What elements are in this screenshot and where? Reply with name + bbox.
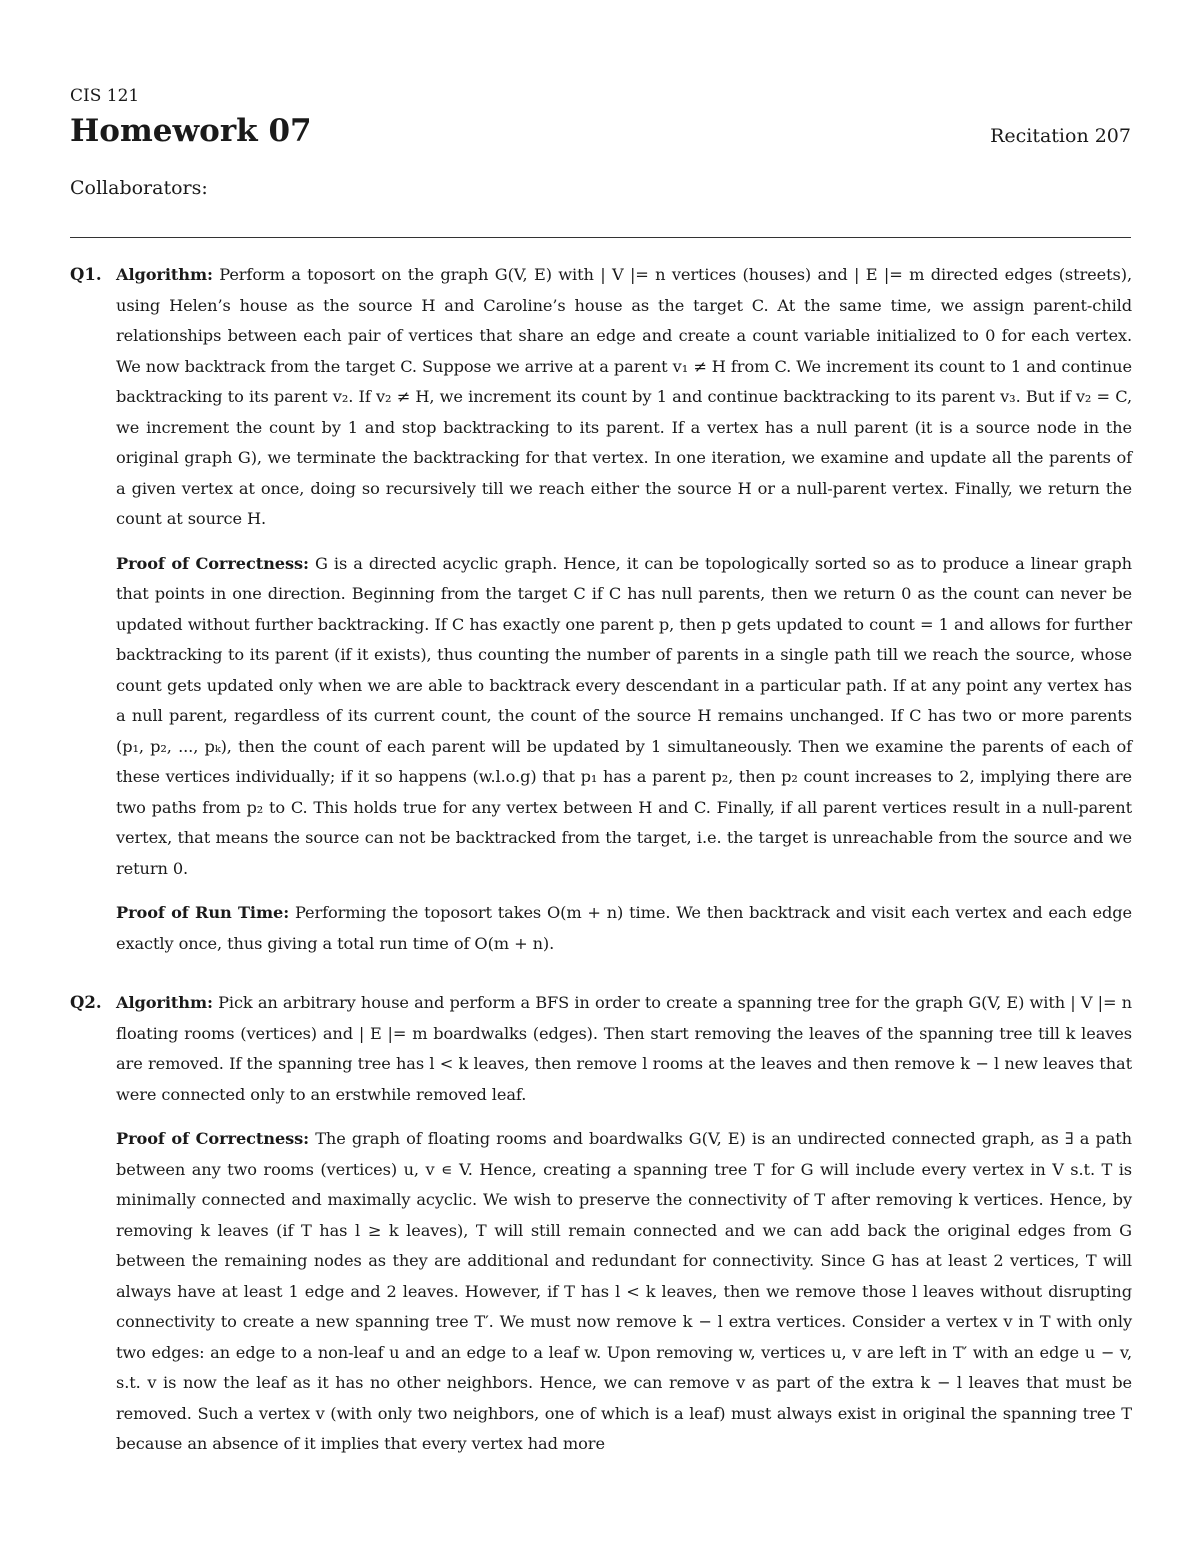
question-label: Q1. xyxy=(70,265,102,284)
recitation-label: Recitation 207 xyxy=(990,125,1131,147)
question-body xyxy=(116,988,1132,1460)
runtime-paragraph xyxy=(116,898,1132,959)
algorithm-paragraph xyxy=(116,260,1132,535)
paragraph-heading: Proof of Correctness: xyxy=(116,553,309,573)
paragraph-heading: Algorithm: xyxy=(116,993,213,1012)
paragraph-heading: Proof of Correctness: xyxy=(116,1129,310,1148)
paragraph-heading: Proof of Run Time: xyxy=(116,903,290,922)
paragraph-text: Perform a toposort on the graph G(V, E) with | V |= n vertices (houses) and | E |= m directed edges (streets), using Helen’s house as the source H and Caroline’s house as the target C. At the same time, we assign parent-child relationships between each pair of vertices that share an edge and create a count variable initialized to 0 for each vertex. We now backtrack from the target C. Suppose we arrive at a parent v₁ ≠ H from C. We increment its count to 1 and continue backtracking to its parent v₂. If v₂ ≠ H, we increment its count by 1 and continue backtracking to its parent v₃. But if v₂ = C, we increment the count by 1 and stop backtracking to its parent. If a vertex has a null parent (it is a source node in the original graph G), we terminate the backtracking for that vertex. In one iteration, we examine and update all the parents of a given vertex at once, doing so recursively till we reach either the source H or a null-parent vertex. Finally, we return the count at source H. xyxy=(116,265,1133,528)
header-divider xyxy=(70,237,1131,238)
course-code: CIS 121 xyxy=(70,86,140,106)
correctness-paragraph xyxy=(116,1124,1132,1460)
paragraph-text: Pick an arbitrary house and perform a BFS in order to create a spanning tree for the graph G(V, E) with | V |= n floating rooms (vertices) and | E |= m boardwalks (edges). Then start removing the leaves of the spanning tree till k leaves are removed. If the spanning tree has l < k leaves, then remove l rooms at the leaves and then remove k − l new leaves that were connected only to an erstwhile removed leaf. xyxy=(116,993,1132,1104)
question-body xyxy=(116,260,1132,959)
paragraph-text: Performing the toposort takes O(m + n) time. We then backtrack and visit each vertex and each edge exactly once, thus giving a total run time of O(m + n). xyxy=(116,903,1133,953)
question-2 xyxy=(70,988,1132,1474)
title-row xyxy=(70,113,1131,157)
question-label: Q2. xyxy=(70,993,102,1012)
collaborators-label: Collaborators: xyxy=(70,177,208,199)
paragraph-text: The graph of floating rooms and boardwalks G(V, E) is an undirected connected graph, as ∃ a path between any two rooms (vertices) u, v ∊ V. Hence, creating a spanning tree T for G will include every vertex in V s.t. T is minimally connected and maximally acyclic. We wish to preserve the connectivity of T after removing k vertices. Hence, by removing k leaves (if T has l ≥ k leaves), T will still remain connected and we can add back the original edges from G between the remaining nodes as they are additional and redundant for connectivity. Since G has at least 2 vertices, T will always have at least 1 edge and 2 leaves. However, if T has l < k leaves, then we remove those l leaves without disrupting connectivity to create a new spanning tree T′. We must now remove k − l extra vertices. Consider a vertex v in T with only two edges: an edge to a non-leaf u and an edge to a leaf w. Upon removing w, vertices u, v are left in T′ with an edge u − v, s.t. v is now the leaf as it has no other neighbors. Hence, we can remove v as part of the extra k − l leaves that must be removed. Such a vertex v (with only two neighbors, one of which is a leaf) must always exist in original the spanning tree T because an absence of it implies that every vertex had more xyxy=(116,1129,1132,1453)
paragraph-text: G is a directed acyclic graph. Hence, it can be topologically sorted so as to produce a linear graph that points in one direction. Beginning from the target C if C has null parents, then we return 0 as the count can never be updated without further backtracking. If C has exactly one parent p, then p gets updated to count = 1 and allows for further backtracking to its parent (if it exists), thus counting the number of parents in a single path till we reach the source, whose count gets updated only when we are able to backtrack every descendant in a particular path. If at any point any vertex has a null parent, regardless of its current count, the count of the source H remains unchanged. If C has two or more parents (p₁, p₂, ..., pₖ), then the count of each parent will be updated by 1 simultaneously. Then we examine the parents of each of these vertices individually; if it so happens (w.l.o.g) that p₁ has a parent p₂, then p₂ count increases to 2, implying there are two paths from p₂ to C. This holds true for any vertex between H and C. Finally, if all parent vertices result in a null-parent vertex, that means the source can not be backtracked from the target, i.e. the target is unreachable from the source and we return 0. xyxy=(116,553,1132,878)
correctness-paragraph xyxy=(116,549,1132,885)
paragraph-heading: Algorithm: xyxy=(116,265,213,284)
algorithm-paragraph xyxy=(116,988,1132,1110)
question-1 xyxy=(70,260,1132,973)
page-title: Homework 07 xyxy=(70,113,312,149)
